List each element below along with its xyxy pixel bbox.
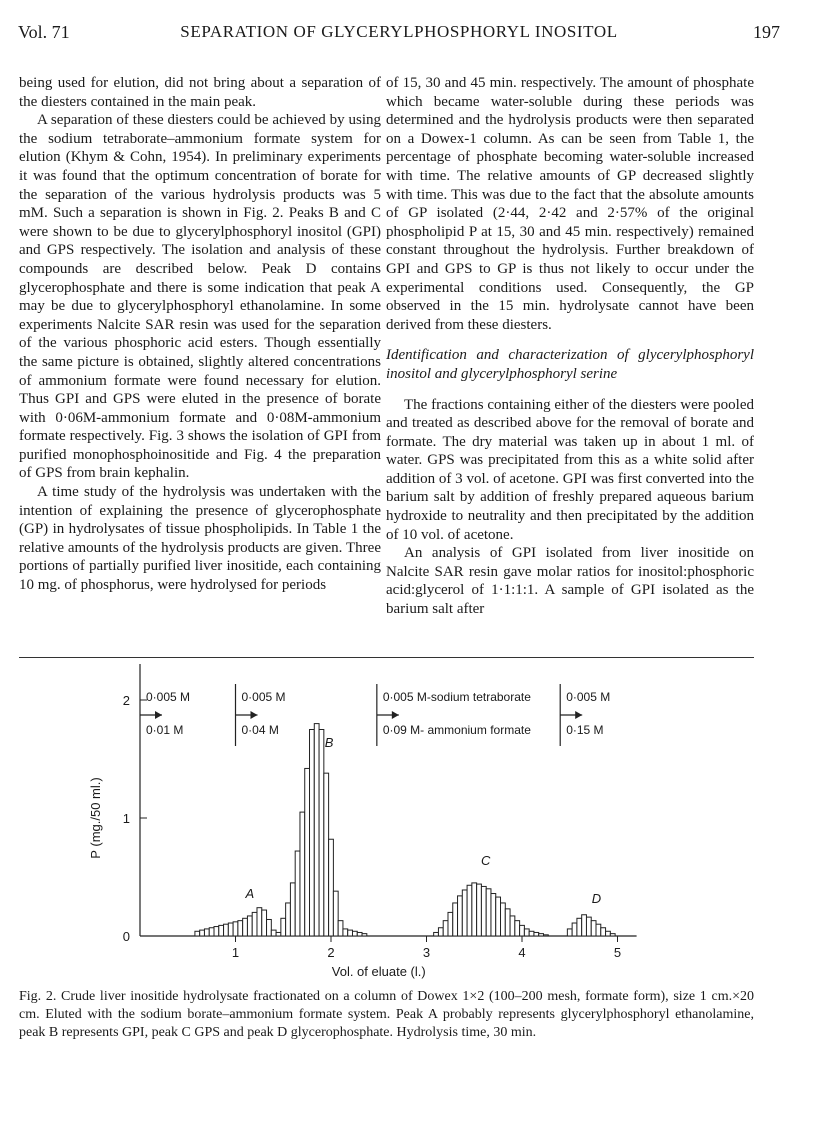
chart-bar [453, 903, 458, 936]
formate-concentration: 0·09 M- ammonium formate [382, 723, 531, 737]
x-tick-label: 1 [231, 945, 240, 960]
chart-bar [539, 934, 544, 936]
chart-bar [267, 919, 272, 936]
chart-bar [496, 897, 501, 936]
chart-bar [486, 889, 491, 936]
chart-bar [224, 924, 229, 936]
running-title: SEPARATION OF GLYCERYLPHOSPHORYL INOSITOL [180, 22, 618, 41]
chart-bar [606, 931, 611, 936]
x-tick-label: 5 [613, 945, 622, 960]
y-axis-label: P (mg./50 ml.) [88, 777, 103, 859]
formate-concentration: 0·15 M [566, 723, 604, 737]
chart-bar [534, 932, 539, 936]
borate-concentration: 0·005 M [566, 690, 611, 704]
figure-caption: Fig. 2. Crude liver inositide hydrolysate fractionated on a column of Dowex 1×2 (100–200 mesh, formate form), size 1 cm.×20 cm. Eluted with the sodium borate–ammonium formate system. Peak A probably represents glycerylphosphoryl ethanolamine, peak B represents GPI, peak C GPS and peak D glycerophosphate. Hydrolysis time, 30 min. [19, 989, 754, 1040]
chart-bar [352, 931, 357, 936]
chart-bar [481, 886, 486, 936]
elution-step-arrowhead [392, 711, 399, 719]
chart-bar [286, 903, 291, 936]
elution-step-arrowhead [155, 711, 162, 719]
chart-bar [252, 912, 257, 936]
borate-concentration: 0·005 M-sodium tetraborate [382, 690, 531, 704]
chart-bar [443, 921, 448, 936]
chart-bar [243, 918, 248, 936]
paragraph: being used for elution, did not bring about a separation of the diesters contained in the main peak. [19, 75, 381, 110]
chart-bar [596, 924, 601, 936]
chart-bar [467, 885, 472, 936]
paragraph: A separation of these diesters could be achieved by using the sodium tetraborate–ammonium formate system for elution (Khym & Cohn, 1954). In preliminary experiments it was found that the optimum concentration of borate for the separation of the various hydrolysis products was 5 mM. Such a separation is shown in Fig. 2. Peaks B and C were shown to be due to glycerylphosphoryl inositol (GPI) and GPS respectively. The isolation and analysis of these compounds are described below. Peak D contains glycerophosphate and there is some indication that peak A may be due to glycerylphosphoryl ethanolamine. In some experiments Nalcite SAR resin was used for the separation of the various phosphoric acid esters. Though essentially the same picture is obtained, slightly altered concentrations of ammonium formate were found necessary for elution. Thus GPI and GPS were eluted in the presence of borate with 0·06M-ammonium formate and 0·08M-ammonium formate respectively. Fig. 3 shows the isolation of GPI from purified monophosphoinositide and Fig. 4 the preparation of GPS from brain kephalin. [19, 112, 381, 482]
peak-label: C [481, 853, 491, 869]
chart-bar [290, 883, 295, 936]
chart-bar [219, 925, 224, 936]
chart-bar [310, 730, 315, 937]
chart-bar [300, 812, 305, 936]
chart-bar [324, 773, 329, 936]
right-column [386, 74, 754, 619]
chart-bar [458, 896, 463, 936]
chart-bar [271, 930, 276, 936]
elution-step-arrowhead [251, 711, 258, 719]
paragraph: An analysis of GPI isolated from liver inositide on Nalcite SAR resin gave molar ratios for inositol:phosphoric acid:glycerol of 1·1:1:1. A sample of GPI isolated as the barium salt after [386, 545, 754, 618]
paragraph: The fractions containing either of the diesters were pooled and treated as described above for the removal of borate and formate. The dry material was taken up in about 1 ml. of water. GPS was precipitated from this as a white solid after addition of 3 vol. of acetone. GPI was first converted into the barium salt by addition of freshly prepared aqueous barium hydroxide to neutrality and then precipitated by the addition of 10 vol. of acetone. [386, 396, 754, 543]
chart-bar [214, 927, 219, 936]
chart-bar [238, 921, 243, 936]
chart-bar [295, 851, 300, 936]
chart-bar [200, 930, 205, 936]
section-heading: Identification and characterization of glycerylphosphoryl inositol and glycerylphosphoryl serine [386, 347, 754, 382]
chart-bar [462, 890, 467, 936]
chart-bar [314, 724, 319, 936]
chart-bar [333, 891, 338, 936]
chart-bar [438, 928, 443, 936]
chart-bar [305, 768, 310, 936]
chart-bar [281, 918, 286, 936]
chart-bar [257, 908, 262, 936]
chart-bar [338, 921, 343, 936]
chart-bar [543, 935, 548, 936]
chart-bar [515, 921, 520, 936]
chart-bar [233, 922, 238, 936]
chart-bar [319, 730, 324, 937]
left-column [19, 74, 381, 595]
chart-bar [491, 894, 496, 936]
peak-label: B [324, 735, 334, 751]
chart-bar [601, 928, 606, 936]
chart-bar [524, 929, 529, 936]
chart-bar [357, 932, 362, 936]
chart-bar [228, 923, 233, 936]
chart-bar [362, 934, 367, 936]
x-tick-label: 3 [422, 945, 431, 960]
y-tick-label: 0 [122, 929, 130, 944]
chart-bar [572, 923, 577, 936]
chart-bar [591, 921, 596, 936]
running-head [18, 22, 780, 46]
chart-bar [510, 916, 515, 936]
figure-2 [19, 664, 779, 988]
elution-step-arrowhead [575, 711, 582, 719]
paragraph: A time study of the hydrolysis was undertaken with the intention of explaining the presence of glycerophosphate (GP) in hydrolysates of tissue phospholipids. In Table 1 the relative amounts of the hydrolysis products are given. Three portions of partially purified liver inositide, each containing 10 mg. of phosphorus, were hydrolysed for periods [19, 484, 381, 594]
chart-bar [501, 903, 506, 936]
chart-bar [567, 929, 572, 936]
x-tick-label: 4 [518, 945, 526, 960]
elution-chart [19, 664, 779, 988]
chart-bar [610, 934, 615, 936]
chart-bar [505, 909, 510, 936]
borate-concentration: 0·005 M [241, 690, 286, 704]
chart-bar [343, 929, 348, 936]
volume-label: Vol. 71 [18, 22, 70, 42]
chart-bar [329, 839, 334, 936]
chart-bar [577, 918, 582, 936]
paragraph: of 15, 30 and 45 min. respectively. The amount of phosphate which became water-soluble during these periods was determined and the hydrolysis products were then separated on a Dowex-1 column. As can be seen from Table 1, the percentage of phosphate becoming water-soluble increased with time. The relative amounts of GP decreased slightly with time. This was due to the fact that the absolute amounts of GP isolated (2·44, 2·42 and 2·57% of the original phospholipid P at 15, 30 and 45 min. respectively) remained constant throughout the hydrolysis. Further breakdown of GPI and GPS to GP is thus not likely to occur under the experimental conditions used. Consequently, the GP observed in the 15 min. hydrolysate cannot have been derived from these diesters. [386, 75, 754, 333]
peak-label: A [245, 886, 255, 902]
chart-bar [472, 883, 477, 936]
chart-bar [348, 930, 353, 936]
chart-bar [262, 910, 267, 936]
borate-concentration: 0·005 M [146, 690, 191, 704]
formate-concentration: 0·04 M [241, 723, 279, 737]
x-tick-label: 2 [327, 945, 335, 960]
chart-bar [448, 912, 453, 936]
figure-divider [19, 657, 754, 658]
y-tick-label: 1 [122, 811, 130, 826]
chart-bar [582, 915, 587, 936]
chart-bar [276, 932, 281, 936]
chart-bar [195, 931, 200, 936]
chart-bar [520, 925, 525, 936]
page-number: 197 [753, 22, 780, 42]
chart-bar [247, 916, 252, 936]
formate-concentration: 0·01 M [146, 723, 184, 737]
x-axis-label: Vol. of eluate (l.) [331, 964, 426, 979]
chart-bar [434, 932, 439, 936]
y-tick-label: 2 [122, 693, 130, 708]
chart-bar [204, 929, 209, 936]
peak-label: D [591, 890, 602, 906]
chart-bar [586, 917, 591, 936]
chart-bar [477, 884, 482, 936]
chart-bar [529, 931, 534, 936]
chart-bar [209, 928, 214, 936]
